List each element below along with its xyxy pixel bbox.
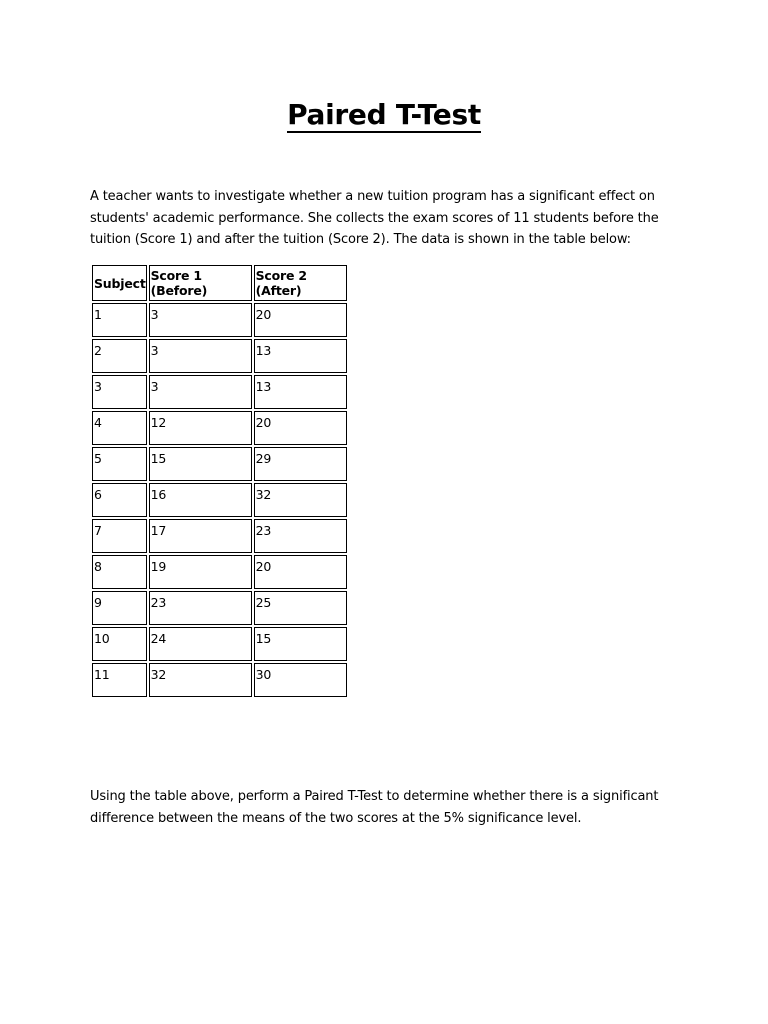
cell-subject: 10 bbox=[92, 627, 147, 661]
cell-score-2: 13 bbox=[254, 339, 347, 373]
cell-subject: 5 bbox=[92, 447, 147, 481]
page-title bbox=[0, 95, 768, 135]
cell-score-2: 20 bbox=[254, 411, 347, 445]
intro-paragraph: A teacher wants to investigate whether a new tuition program has a significant effect on students' academic performance. She collects the exam scores of 11 students before the tuition (Score 1) and after the tuition (Score 2). The data is shown in the table below: bbox=[90, 189, 659, 247]
cell-subject: 4 bbox=[92, 411, 147, 445]
question-paragraph: Using the table above, perform a Paired T-Test to determine whether there is a significant difference between the means of the two scores at the 5% significance level. bbox=[90, 789, 659, 826]
cell-score-1: 3 bbox=[149, 375, 252, 409]
cell-score-1: 32 bbox=[149, 663, 252, 697]
table-row bbox=[92, 591, 347, 625]
table-row bbox=[92, 447, 347, 481]
table-row bbox=[92, 555, 347, 589]
scores-table bbox=[90, 263, 349, 699]
table-header-row bbox=[92, 265, 347, 301]
cell-score-2: 23 bbox=[254, 519, 347, 553]
table-row bbox=[92, 483, 347, 517]
cell-score-2: 25 bbox=[254, 591, 347, 625]
table-row bbox=[92, 303, 347, 337]
cell-score-1: 15 bbox=[149, 447, 252, 481]
cell-score-1: 23 bbox=[149, 591, 252, 625]
cell-score-1: 17 bbox=[149, 519, 252, 553]
table-row bbox=[92, 627, 347, 661]
cell-subject: 1 bbox=[92, 303, 147, 337]
header-subject: Subject bbox=[92, 265, 147, 301]
cell-subject: 2 bbox=[92, 339, 147, 373]
table-body bbox=[92, 303, 347, 697]
cell-score-1: 12 bbox=[149, 411, 252, 445]
cell-score-2: 32 bbox=[254, 483, 347, 517]
page-title-text: Paired T-Test bbox=[287, 98, 481, 131]
table-row bbox=[92, 663, 347, 697]
header-score-2: Score 2 (After) bbox=[254, 265, 347, 301]
table-row bbox=[92, 411, 347, 445]
cell-score-2: 30 bbox=[254, 663, 347, 697]
cell-score-2: 15 bbox=[254, 627, 347, 661]
cell-subject: 3 bbox=[92, 375, 147, 409]
cell-subject: 8 bbox=[92, 555, 147, 589]
cell-score-1: 3 bbox=[149, 303, 252, 337]
cell-score-1: 3 bbox=[149, 339, 252, 373]
cell-subject: 9 bbox=[92, 591, 147, 625]
cell-score-2: 13 bbox=[254, 375, 347, 409]
table-row bbox=[92, 519, 347, 553]
cell-score-2: 20 bbox=[254, 303, 347, 337]
table-row bbox=[92, 375, 347, 409]
cell-subject: 11 bbox=[92, 663, 147, 697]
cell-score-1: 16 bbox=[149, 483, 252, 517]
table-row bbox=[92, 339, 347, 373]
cell-subject: 7 bbox=[92, 519, 147, 553]
cell-score-2: 20 bbox=[254, 555, 347, 589]
cell-score-1: 19 bbox=[149, 555, 252, 589]
cell-subject: 6 bbox=[92, 483, 147, 517]
cell-score-1: 24 bbox=[149, 627, 252, 661]
header-score-1: Score 1 (Before) bbox=[149, 265, 252, 301]
cell-score-2: 29 bbox=[254, 447, 347, 481]
